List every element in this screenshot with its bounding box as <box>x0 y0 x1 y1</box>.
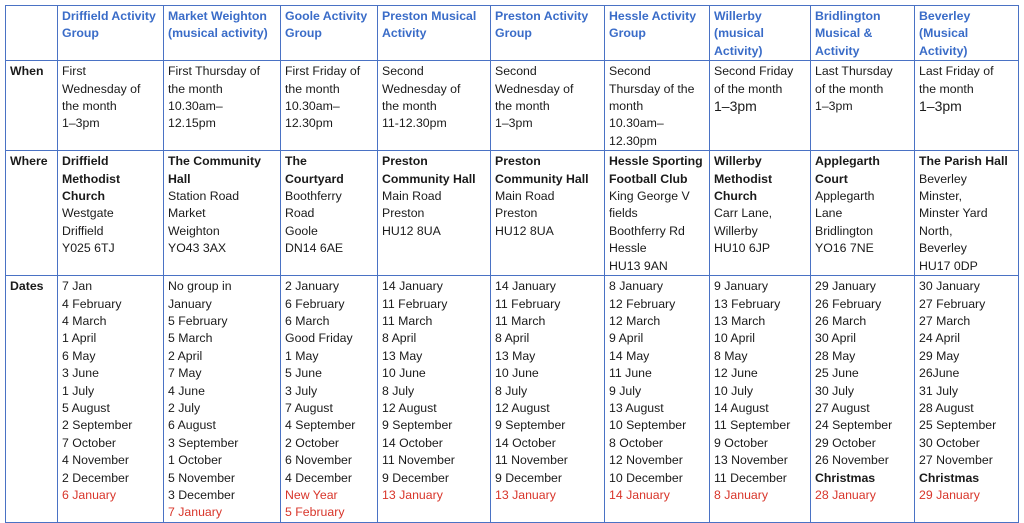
group-header-cell <box>281 6 378 61</box>
date-item: 26 November <box>815 453 889 468</box>
date-item: 2 July <box>168 400 201 415</box>
date-item: 4 June <box>168 383 205 398</box>
date-item: 7 August <box>285 400 333 415</box>
dates-cell <box>378 276 491 523</box>
venue-name-line: Methodist <box>62 171 121 186</box>
date-item: 6 March <box>285 313 330 328</box>
venue-name-line: Community Hall <box>382 171 476 186</box>
date-item: 6 February <box>285 296 345 311</box>
date-item: 8 January <box>714 487 769 502</box>
date-item: 7 May <box>168 366 202 381</box>
date-item: 1 October <box>168 453 222 468</box>
date-item: 29 October <box>815 435 876 450</box>
venue-address-line: YO43 3AX <box>168 241 227 256</box>
where-cell <box>605 151 710 276</box>
date-item: 3 June <box>62 366 99 381</box>
date-item: 3 September <box>168 435 239 450</box>
date-item: 30 July <box>815 383 854 398</box>
date-item: 6 November <box>285 453 352 468</box>
group-title: Goole Activity Group <box>285 9 368 41</box>
date-item: 30 October <box>919 435 980 450</box>
venue-address-line: Minster, <box>919 189 963 204</box>
date-item: 26 March <box>815 313 867 328</box>
venue-address-line: Y025 6TJ <box>62 241 115 256</box>
when-cell <box>164 61 281 151</box>
venue-address-line: HU17 0DP <box>919 258 978 273</box>
date-item: 8 July <box>382 383 415 398</box>
date-item: 13 August <box>609 400 664 415</box>
date-item: 4 March <box>62 313 107 328</box>
date-item: 10 July <box>714 383 753 398</box>
venue-address-line: YO16 7NE <box>815 241 874 256</box>
when-line: Last Thursday <box>815 64 893 79</box>
where-cell <box>281 151 378 276</box>
when-line: the month <box>495 99 550 114</box>
date-item: 26 February <box>815 296 882 311</box>
date-item: 8 April <box>382 331 417 346</box>
date-item: 2 April <box>168 348 203 363</box>
date-item: 11 June <box>609 366 652 381</box>
venue-name-line: Driffield <box>62 154 109 169</box>
when-line: Last Friday of <box>919 64 994 79</box>
when-cell <box>491 61 605 151</box>
venue-name-line: Applegarth <box>815 154 880 169</box>
date-item: 14 January <box>609 487 670 502</box>
venue-address-line: Station Road <box>168 189 240 204</box>
when-line: Second <box>609 64 651 79</box>
venue-address-line: Boothferry Rd <box>609 223 685 238</box>
when-line: 1–3pm <box>495 116 533 131</box>
where-cell <box>164 151 281 276</box>
venue-address-line: Market <box>168 206 206 221</box>
venue-name-line: Church <box>714 189 758 204</box>
date-item: 1 May <box>285 348 319 363</box>
date-item: 9 October <box>714 435 768 450</box>
group-header-cell <box>491 6 605 61</box>
date-item: 26June <box>919 366 960 381</box>
when-line: First Thursday of <box>168 64 261 79</box>
date-item: 6 August <box>168 418 216 433</box>
when-line: 11-12.30pm <box>382 116 447 131</box>
date-item: 14 October <box>495 435 556 450</box>
when-line: Wednesday of <box>62 81 141 96</box>
date-item: 9 December <box>382 470 449 485</box>
venue-name-line: Methodist <box>714 171 773 186</box>
date-item: 8 October <box>609 435 663 450</box>
venue-address-line: Main Road <box>382 189 442 204</box>
date-item: 13 May <box>495 348 536 363</box>
row-label-where: Where <box>6 151 58 276</box>
group-header-cell <box>378 6 491 61</box>
when-line: 10.30am– <box>285 99 340 114</box>
when-line: 10.30am– <box>609 116 664 131</box>
dates-cell <box>58 276 164 523</box>
date-item: 25 June <box>815 366 859 381</box>
when-cell <box>281 61 378 151</box>
date-item: 28 May <box>815 348 856 363</box>
date-item: 3 December <box>168 487 235 502</box>
date-item: 12 November <box>609 453 683 468</box>
date-item: 10 September <box>609 418 687 433</box>
date-item: 9 December <box>495 470 562 485</box>
group-title: Preston Musical Activity <box>382 9 477 41</box>
date-item: 6 January <box>62 487 117 502</box>
group-header-cell <box>811 6 915 61</box>
activity-schedule-table <box>5 5 1019 523</box>
date-item: 27 February <box>919 296 986 311</box>
venue-name-line: Hessle Sporting <box>609 154 703 169</box>
group-title: Market Weighton (musical activity) <box>168 9 268 41</box>
when-line: the month <box>62 99 117 114</box>
date-item: 6 May <box>62 348 96 363</box>
date-item: 8 May <box>714 348 748 363</box>
venue-address-line: Applegarth <box>815 189 875 204</box>
date-item: 27 March <box>919 313 971 328</box>
venue-name-line: Courtyard <box>285 171 344 186</box>
date-item: 11 March <box>382 313 433 328</box>
venue-address-line: Driffield <box>62 223 104 238</box>
date-item: 13 March <box>714 313 766 328</box>
date-item: 5 March <box>168 331 213 346</box>
date-item: 11 November <box>382 453 455 468</box>
when-line: 1–3pm <box>919 98 962 115</box>
date-item: 5 November <box>168 470 235 485</box>
header-row <box>6 6 1019 61</box>
date-item: 7 October <box>62 435 116 450</box>
date-item: 25 September <box>919 418 997 433</box>
where-cell <box>710 151 811 276</box>
date-item: 5 February <box>285 505 345 520</box>
date-item: 8 July <box>495 383 528 398</box>
when-line: 1–3pm <box>714 98 757 115</box>
date-item: 7 Jan <box>62 279 93 294</box>
venue-address-line: Lane <box>815 206 843 221</box>
date-item: 10 June <box>382 366 426 381</box>
date-item: 4 December <box>285 470 352 485</box>
date-item: 8 January <box>609 279 664 294</box>
group-header-cell <box>164 6 281 61</box>
when-row <box>6 61 1019 151</box>
date-item: 27 November <box>919 453 993 468</box>
venue-address-line: fields <box>609 206 638 221</box>
date-item: 10 June <box>495 366 539 381</box>
when-line: month <box>609 99 644 114</box>
date-item: 12 August <box>495 400 550 415</box>
when-line: Wednesday of <box>382 81 461 96</box>
date-item: 2 October <box>285 435 339 450</box>
row-label-when: When <box>6 61 58 151</box>
date-item: New Year <box>285 487 338 502</box>
date-item: 12 June <box>714 366 758 381</box>
date-item: 29 May <box>919 348 960 363</box>
where-cell <box>915 151 1019 276</box>
venue-address-line: King George V <box>609 189 690 204</box>
venue-name-line: Court <box>815 171 848 186</box>
date-item: 4 February <box>62 296 122 311</box>
venue-name-line: The Parish Hall <box>919 154 1008 169</box>
row-label-dates: Dates <box>6 276 58 523</box>
where-cell <box>491 151 605 276</box>
group-header-cell <box>915 6 1019 61</box>
venue-name-line: The Community <box>168 154 261 169</box>
dates-cell <box>281 276 378 523</box>
date-item: 3 July <box>285 383 318 398</box>
date-item: Christmas <box>919 470 980 485</box>
date-item: 11 December <box>714 470 787 485</box>
when-line: Second <box>495 64 537 79</box>
venue-name-line: Preston <box>495 154 541 169</box>
date-item: 14 January <box>382 279 443 294</box>
dates-cell <box>811 276 915 523</box>
date-item: 11 February <box>495 296 561 311</box>
date-item: 12 August <box>382 400 437 415</box>
date-item: 8 April <box>495 331 530 346</box>
when-line: 1–3pm <box>62 116 100 131</box>
dates-cell <box>605 276 710 523</box>
when-line: Second <box>382 64 424 79</box>
date-item: 7 January <box>168 505 223 520</box>
where-row <box>6 151 1019 276</box>
date-item: 11 February <box>382 296 448 311</box>
date-item: January <box>168 296 212 311</box>
venue-address-line: Goole <box>285 223 318 238</box>
venue-address-line: Minster Yard <box>919 206 988 221</box>
when-cell <box>605 61 710 151</box>
venue-name-line: Community Hall <box>495 171 589 186</box>
group-title: Driffield Activity Group <box>62 9 156 41</box>
venue-address-line: HU13 9AN <box>609 258 668 273</box>
venue-address-line: Boothferry <box>285 189 342 204</box>
venue-name-line: Hall <box>168 171 191 186</box>
group-title: Willerby (musical Activity) <box>714 9 764 58</box>
when-line: 1–3pm <box>815 99 853 114</box>
venue-name-line: Church <box>62 189 106 204</box>
date-item: 10 April <box>714 331 756 346</box>
date-item: 29 January <box>919 487 980 502</box>
venue-address-line: Beverley <box>919 241 967 256</box>
group-title: Bridlington Musical & Activity <box>815 9 881 58</box>
date-item: 13 November <box>714 453 788 468</box>
date-item: 11 November <box>495 453 568 468</box>
date-item: 9 July <box>609 383 642 398</box>
when-line: 12.30pm <box>609 133 657 148</box>
date-item: 31 July <box>919 383 958 398</box>
date-item: 11 March <box>495 313 546 328</box>
date-item: 9 September <box>382 418 453 433</box>
when-line: of the month <box>714 81 783 96</box>
date-item: 1 July <box>62 383 95 398</box>
group-title: Preston Activity Group <box>495 9 589 41</box>
date-item: 29 January <box>815 279 876 294</box>
date-item: 11 September <box>714 418 791 433</box>
where-cell <box>58 151 164 276</box>
date-item: 30 April <box>815 331 857 346</box>
venue-address-line: DN14 6AE <box>285 241 344 256</box>
when-line: the month <box>382 99 437 114</box>
venue-address-line: Road <box>285 206 315 221</box>
venue-name-line: Football Club <box>609 171 688 186</box>
venue-address-line: HU10 6JP <box>714 241 771 256</box>
date-item: 27 August <box>815 400 870 415</box>
date-item: 5 August <box>62 400 110 415</box>
when-line: Wednesday of <box>495 81 574 96</box>
when-line: Thursday of the <box>609 81 695 96</box>
date-item: 2 September <box>62 418 133 433</box>
when-line: Second Friday <box>714 64 794 79</box>
date-item: 12 March <box>609 313 661 328</box>
date-item: 30 January <box>919 279 980 294</box>
date-item: 24 September <box>815 418 893 433</box>
date-item: 12 February <box>609 296 676 311</box>
when-line: of the month <box>815 81 884 96</box>
group-header-cell <box>605 6 710 61</box>
venue-address-line: Bridlington <box>815 223 874 238</box>
date-item: 5 June <box>285 366 322 381</box>
date-item: 13 May <box>382 348 423 363</box>
venue-address-line: Beverley <box>919 171 967 186</box>
date-item: 9 September <box>495 418 566 433</box>
date-item: 10 December <box>609 470 683 485</box>
group-header-cell <box>710 6 811 61</box>
venue-address-line: Westgate <box>62 206 114 221</box>
when-line: the month <box>919 81 974 96</box>
where-cell <box>378 151 491 276</box>
venue-address-line: Hessle <box>609 241 647 256</box>
when-cell <box>915 61 1019 151</box>
when-line: the month <box>168 81 223 96</box>
venue-address-line: HU12 8UA <box>495 223 554 238</box>
date-item: 4 November <box>62 453 129 468</box>
date-item: Good Friday <box>285 331 353 346</box>
group-title: Beverley (Musical Activity) <box>919 9 971 58</box>
venue-address-line: Main Road <box>495 189 555 204</box>
venue-address-line: Weighton <box>168 223 220 238</box>
date-item: 13 February <box>714 296 781 311</box>
venue-name-line: The <box>285 154 307 169</box>
venue-address-line: Preston <box>495 206 538 221</box>
date-item: 14 May <box>609 348 650 363</box>
venue-address-line: North, <box>919 223 953 238</box>
when-cell <box>710 61 811 151</box>
date-item: 28 January <box>815 487 876 502</box>
when-line: First <box>62 64 86 79</box>
venue-address-line: Preston <box>382 206 425 221</box>
date-item: No group in <box>168 279 232 294</box>
when-cell <box>811 61 915 151</box>
date-item: 9 April <box>609 331 644 346</box>
date-item: 13 January <box>382 487 443 502</box>
venue-address-line: HU12 8UA <box>382 223 441 238</box>
date-item: 2 December <box>62 470 129 485</box>
date-item: 14 October <box>382 435 443 450</box>
dates-cell <box>164 276 281 523</box>
date-item: 5 February <box>168 313 228 328</box>
venue-name-line: Preston <box>382 154 428 169</box>
dates-cell <box>491 276 605 523</box>
when-cell <box>58 61 164 151</box>
date-item: 14 January <box>495 279 556 294</box>
when-line: 12.15pm <box>168 116 216 131</box>
group-header-cell <box>58 6 164 61</box>
when-line: 10.30am– <box>168 99 223 114</box>
date-item: 13 January <box>495 487 556 502</box>
date-item: 24 April <box>919 331 961 346</box>
venue-address-line: Carr Lane, <box>714 206 773 221</box>
when-line: 12.30pm <box>285 116 333 131</box>
corner-cell <box>6 6 58 61</box>
date-item: 1 April <box>62 331 97 346</box>
when-line: First Friday of <box>285 64 361 79</box>
date-item: 4 September <box>285 418 356 433</box>
when-cell <box>378 61 491 151</box>
when-line: the month <box>285 81 340 96</box>
dates-cell <box>710 276 811 523</box>
dates-row <box>6 276 1019 523</box>
date-item: 9 January <box>714 279 769 294</box>
date-item: Christmas <box>815 470 876 485</box>
venue-name-line: Willerby <box>714 154 762 169</box>
group-title: Hessle Activity Group <box>609 9 697 41</box>
dates-cell <box>915 276 1019 523</box>
where-cell <box>811 151 915 276</box>
date-item: 14 August <box>714 400 769 415</box>
date-item: 2 January <box>285 279 340 294</box>
date-item: 28 August <box>919 400 974 415</box>
venue-address-line: Willerby <box>714 223 758 238</box>
